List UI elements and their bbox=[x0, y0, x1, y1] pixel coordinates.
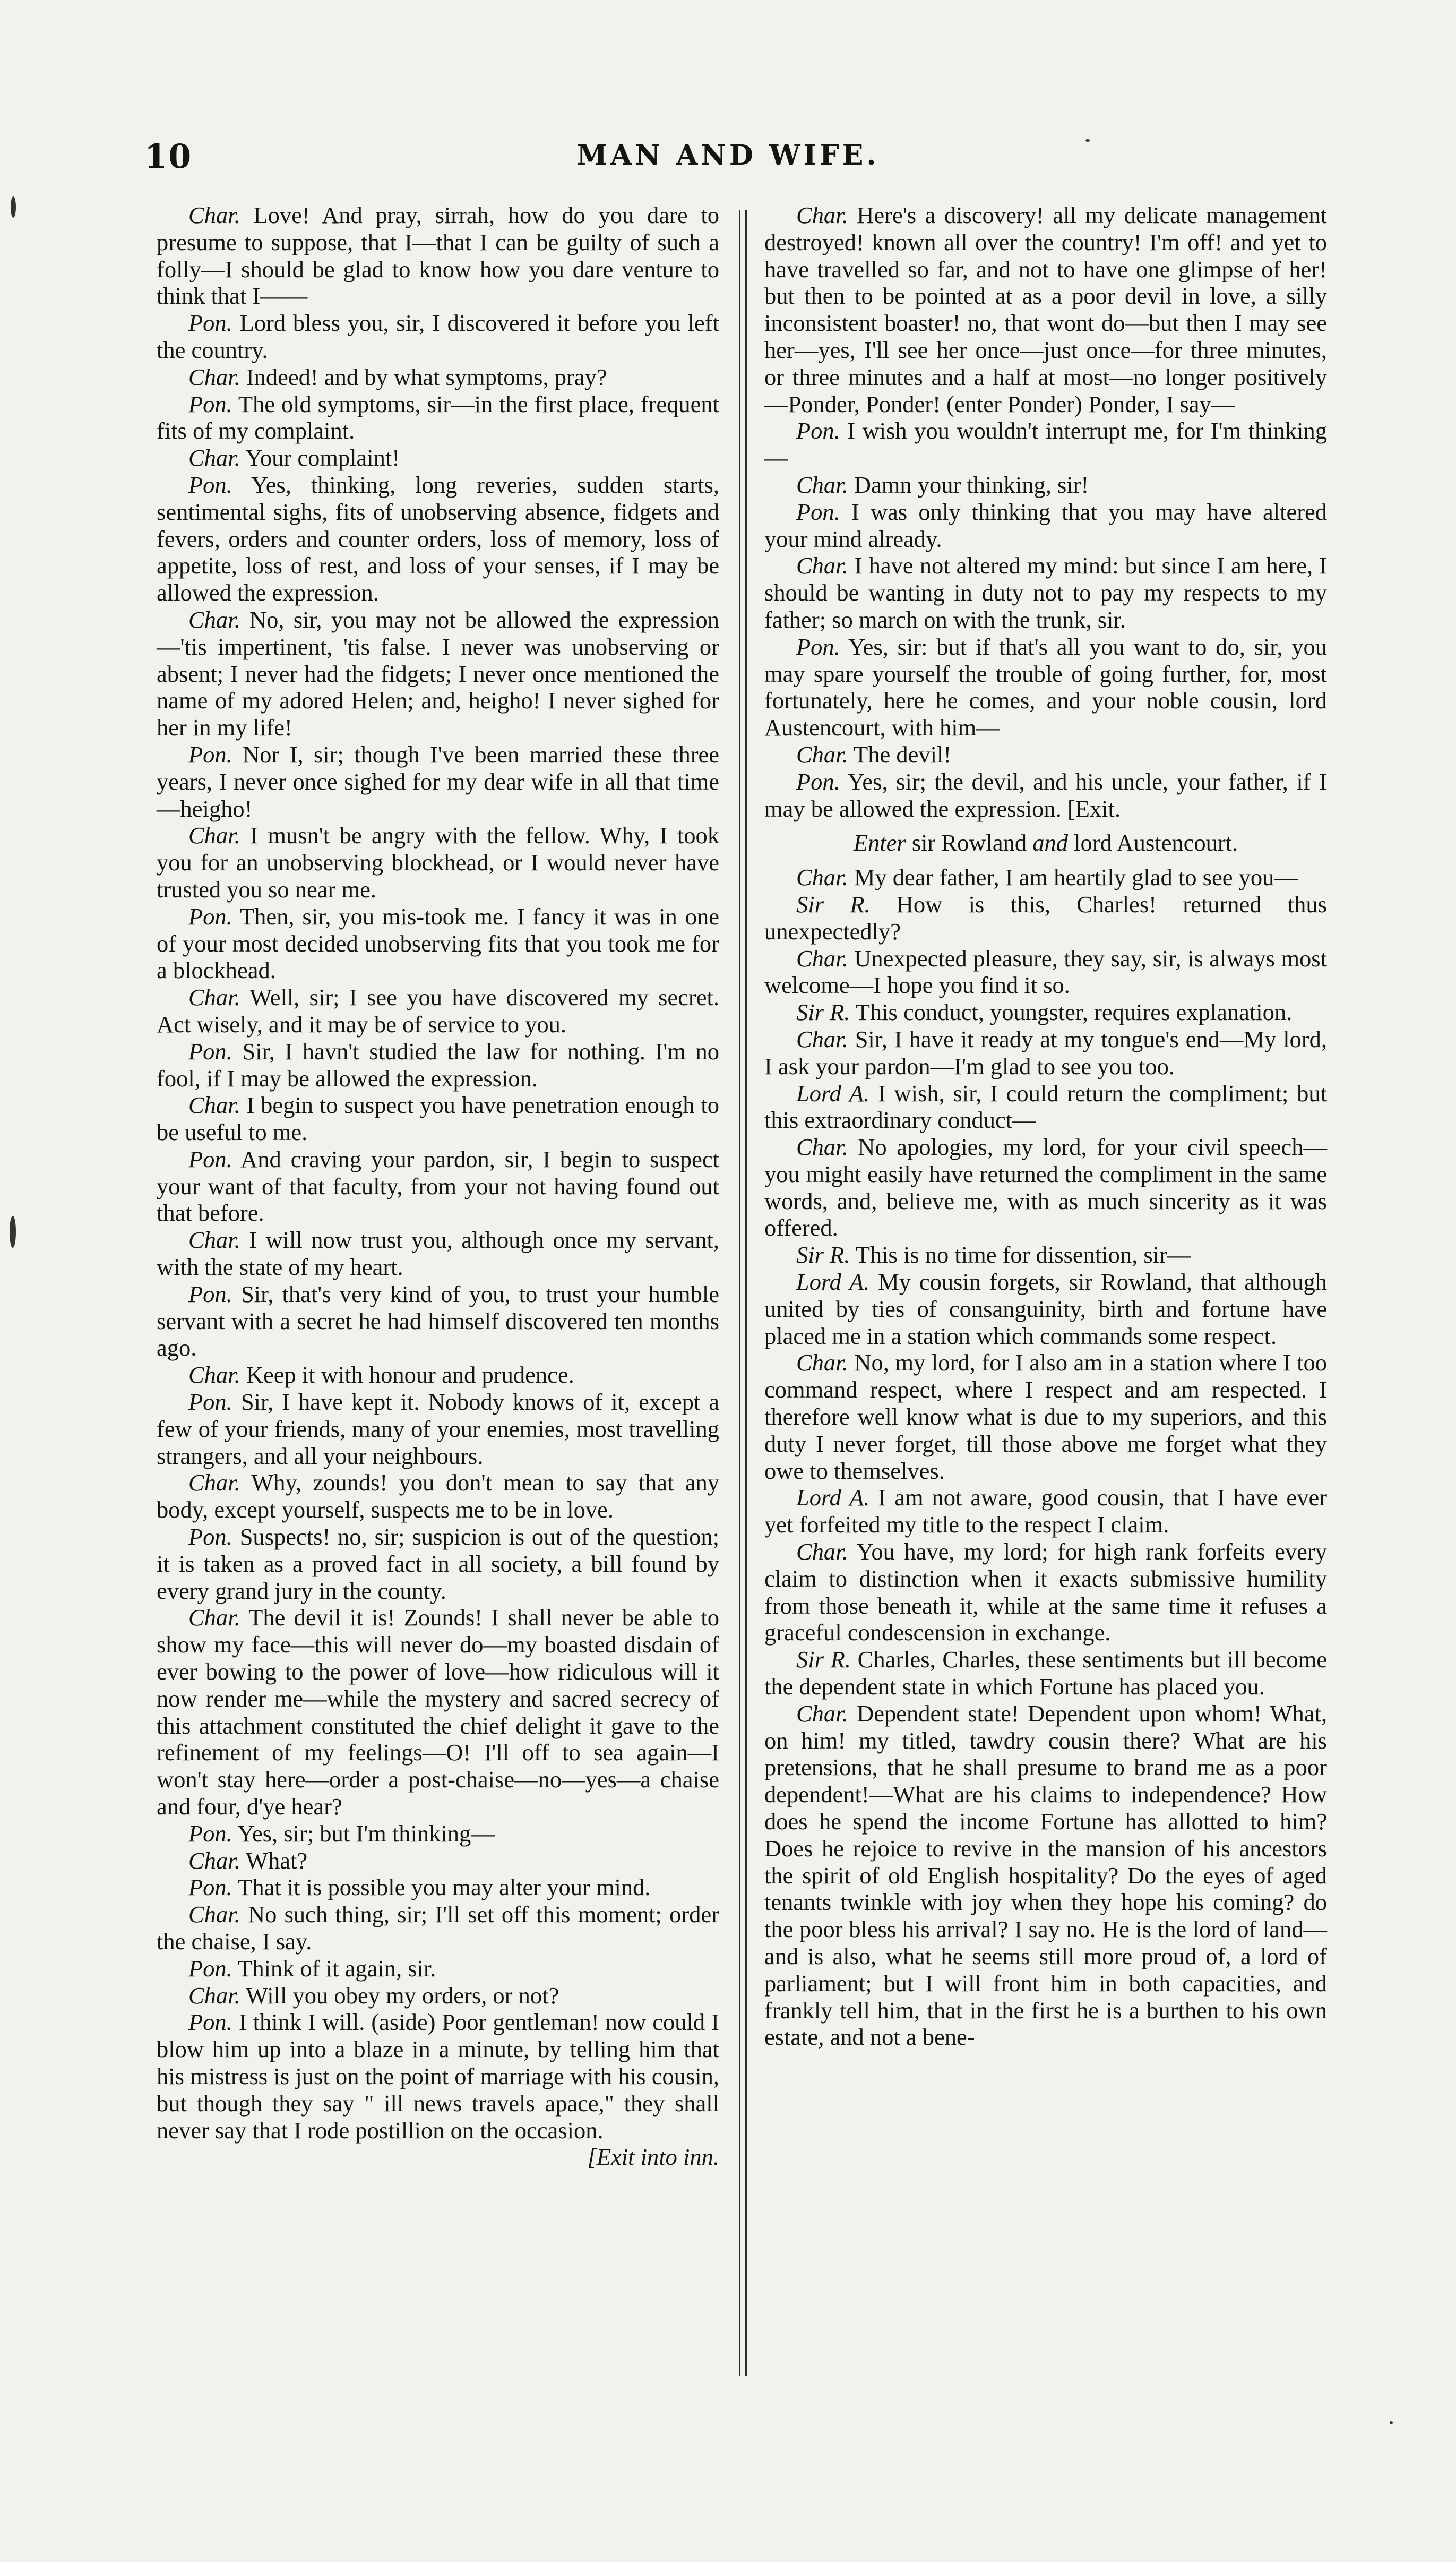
speaker-name: Char. bbox=[188, 1227, 240, 1254]
speech bbox=[157, 2009, 719, 2144]
speaker-name: Char. bbox=[796, 1349, 848, 1376]
speech-text: Nor I, sir; though I've been married these three years, I never once sighed for my dear wife in all that time—heigho! bbox=[157, 741, 720, 822]
speaker-name: Char. bbox=[796, 1134, 848, 1161]
speaker-name: Pon. bbox=[188, 1145, 232, 1172]
speaker-name: Char. bbox=[188, 202, 240, 228]
entrance-and: and bbox=[1032, 829, 1069, 856]
speaker-name: Pon. bbox=[188, 2009, 232, 2036]
speech bbox=[764, 741, 1327, 768]
speech-text: You have, my lord; for high rank forfeits every claim to distinction when it exacts submissive humility from those beneath it, while at the same time it refuses a graceful condescension in exchange. bbox=[764, 1538, 1327, 1646]
speech-text: No, my lord, for I also am in a station where I too command respect, where I respect and am respected. I therefore well know what is due to my superiors, and this duty I never forget, till those above me forget what they owe to themselves. bbox=[764, 1349, 1328, 1484]
speech-text: How is this, Charles! returned thus unexpectedly? bbox=[764, 890, 1327, 945]
speech-text: This conduct, youngster, requires explanation. bbox=[855, 999, 1293, 1026]
speech bbox=[157, 741, 719, 822]
running-head: MAN AND WIFE. bbox=[576, 139, 880, 172]
speech bbox=[157, 1982, 719, 2009]
speech bbox=[764, 633, 1327, 741]
speaker-name: Sir R. bbox=[796, 1241, 850, 1269]
speech-text: No apologies, my lord, for your civil speech—you might easily have returned the compliment in the same words, and, believe me, with as much sincerity as it was offered. bbox=[764, 1134, 1327, 1241]
speech-text: The devil! bbox=[854, 741, 952, 768]
speaker-name: Char. bbox=[188, 444, 240, 472]
speaker-name: Char. bbox=[188, 822, 240, 849]
speech bbox=[157, 1901, 719, 1955]
speech-text: Sir, I have it ready at my tongue's end—My lord, I ask your pardon—I'm glad to see you too. bbox=[764, 1025, 1327, 1079]
speech bbox=[157, 202, 719, 310]
speech-text: Think of it again, sir. bbox=[238, 1955, 436, 1982]
speech-text: Unexpected pleasure, they say, sir, is always most welcome—I hope you find it so. bbox=[764, 945, 1327, 999]
speaker-name: Char. bbox=[188, 1469, 240, 1496]
speech bbox=[764, 1484, 1327, 1538]
speech-text: That it is possible you may alter your mind. bbox=[238, 1874, 651, 1901]
speech bbox=[764, 1134, 1327, 1241]
speaker-name: Pon. bbox=[188, 741, 232, 768]
speaker-name: Char. bbox=[796, 202, 848, 228]
page-number: 10 bbox=[144, 137, 193, 176]
speech bbox=[157, 1820, 719, 1847]
speech bbox=[157, 364, 719, 391]
speech-text: Will you obey my orders, or not? bbox=[246, 1982, 559, 2009]
speaker-name: Pon. bbox=[188, 390, 232, 417]
speaker-name: Pon. bbox=[188, 903, 232, 930]
speaker-name: Pon. bbox=[188, 1820, 232, 1847]
speech bbox=[157, 1955, 719, 1982]
speaker-name: Char. bbox=[796, 864, 848, 891]
speech bbox=[157, 310, 719, 364]
speech bbox=[157, 1874, 719, 1901]
ink-speck bbox=[10, 1216, 16, 1248]
speech-text: My dear father, I am heartily glad to see you— bbox=[854, 864, 1298, 891]
speech bbox=[157, 606, 719, 741]
speech bbox=[764, 1241, 1327, 1269]
speaker-name: Pon. bbox=[188, 1874, 232, 1901]
speaker-name: Char. bbox=[188, 1092, 240, 1119]
speech-text: I begin to suspect you have penetration enough to be useful to me. bbox=[157, 1092, 719, 1146]
speaker-name: Sir R. bbox=[796, 890, 871, 918]
speech bbox=[157, 1038, 719, 1092]
speaker-name: Char. bbox=[188, 606, 240, 633]
ink-speck bbox=[11, 196, 16, 218]
right-column-after bbox=[764, 864, 1327, 2051]
speech bbox=[157, 984, 719, 1038]
speech-text: Well, sir; I see you have discovered my secret. Act wisely, and it may be of service to you. bbox=[157, 984, 719, 1038]
speaker-name: Pon. bbox=[796, 768, 840, 795]
speech-text: I musn't be angry with the fellow. Why, I took you for an unobserving blockhead, or I would never have trusted you so near me. bbox=[157, 822, 720, 903]
speech bbox=[157, 1227, 719, 1281]
speaker-name: Pon. bbox=[188, 471, 232, 498]
speech-text: The devil it is! Zounds! I shall never be able to show my face—this will never do—my boasted disdain of ever bowing to the power of love—how ridiculous will it now render me—while the mystery and sacred secrecy of this attachment constituted the chief delight it gave to the refinement of my feelings—O! I'll off to sea again—I won't stay here—order a post-chaise—no—yes—a chaise and four, d'ye hear? bbox=[157, 1604, 719, 1820]
speaker-name: Pon. bbox=[188, 1389, 232, 1416]
speaker-name: Sir R. bbox=[796, 999, 850, 1026]
speech-text: I have not altered my mind: but since I am here, I should be wanting in duty not to pay my respects to my father; so march on with the trunk, sir. bbox=[764, 552, 1328, 633]
speaker-name: Char. bbox=[796, 1700, 848, 1727]
speech bbox=[157, 1604, 719, 1820]
ink-speck bbox=[1390, 2421, 1393, 2424]
speech-text: Sir, I havn't studied the law for nothing. I'm no fool, if I may be allowed the expression. bbox=[157, 1038, 720, 1092]
speech-text: Yes, sir; but I'm thinking— bbox=[237, 1820, 495, 1847]
speaker-name: Char. bbox=[796, 1538, 848, 1565]
speech-text: Then, sir, you mis-took me. I fancy it was in one of your most decided unobserving fits that you took me for a blockhead. bbox=[157, 903, 719, 984]
speech bbox=[764, 945, 1327, 999]
speech-text: Indeed! and by what symptoms, pray? bbox=[246, 363, 607, 390]
speaker-name: Lord A. bbox=[796, 1079, 870, 1107]
speaker-name: Char. bbox=[188, 1361, 240, 1389]
speech-text: I wish, sir, I could return the compliment; but this extraordinary conduct— bbox=[764, 1079, 1328, 1134]
speech bbox=[157, 1469, 719, 1523]
speech bbox=[764, 417, 1327, 472]
speech-text: I will now trust you, although once my servant, with the state of my heart. bbox=[157, 1227, 719, 1281]
speech bbox=[157, 1281, 719, 1361]
speech bbox=[157, 1092, 719, 1146]
speaker-name: Pon. bbox=[188, 1280, 232, 1307]
speech-text: Your complaint! bbox=[245, 444, 400, 472]
speaker-name: Lord A. bbox=[796, 1269, 870, 1296]
speech-text: Yes, sir: but if that's all you want to do, sir, you may spare yourself the trouble of going further, for, most fortunately, here he comes, and your noble cousin, lord Austencourt, with him— bbox=[764, 633, 1327, 741]
entrance-enter: Enter bbox=[853, 829, 906, 856]
speech-text: Lord bless you, sir, I discovered it before you left the country. bbox=[157, 310, 719, 363]
speaker-name: Char. bbox=[796, 552, 848, 579]
speech bbox=[764, 999, 1327, 1026]
speech-text: Dependent state! Dependent upon whom! What, on him! my titled, tawdry cousin there? What are his pretensions, that he shall presume to brand me as a poor dependent!—What are his claims to independence? How does he spend the income Fortune has allotted to him? Does he rejoice to revive in the mansion of his ancestors the spirit of old English hospitality? Do the eyes of aged tenants twinkle with joy when they hope his coming? do the poor bless his arrival? I say no. He is the lord of land—and is also, what he seems still more proud of, a lord of parliament; but I will front him in both capacities, and frankly tell him, that in the first he is a burthen to his own estate, and not a bene- bbox=[764, 1700, 1327, 2051]
speech-text: The old symptoms, sir—in the first place, frequent fits of my complaint. bbox=[157, 390, 719, 444]
right-column bbox=[764, 202, 1327, 2051]
speech bbox=[764, 499, 1327, 553]
speech bbox=[157, 472, 719, 606]
speech bbox=[764, 1538, 1327, 1646]
speaker-name: Pon. bbox=[188, 1955, 232, 1982]
speaker-name: Char. bbox=[188, 984, 240, 1011]
speech bbox=[157, 1523, 719, 1604]
speaker-name: Char. bbox=[188, 1847, 240, 1874]
stage-direction-exit: [Exit into inn. bbox=[587, 2144, 719, 2171]
speaker-name: Char. bbox=[188, 363, 240, 390]
speaker-name: Pon. bbox=[188, 1038, 232, 1065]
speech bbox=[764, 1080, 1327, 1134]
speech-text: Yes, sir; the devil, and his uncle, your father, if I may be allowed the expression. [Exit. bbox=[764, 768, 1327, 822]
speaker-name: Char. bbox=[188, 1604, 240, 1631]
speaker-name: Pon. bbox=[796, 417, 840, 444]
speaker-name: Char. bbox=[188, 1982, 240, 2009]
entrance-first: sir Rowland bbox=[911, 829, 1027, 856]
speaker-name: Lord A. bbox=[796, 1484, 870, 1511]
speech-text: Yes, thinking, long reveries, sudden starts, sentimental sighs, fits of unobserving absence, fidgets and fevers, orders and counter orders, loss of memory, loss of appetite, loss of rest, and loss of your senses, if I may be allowed the expression. bbox=[157, 471, 719, 606]
speech bbox=[157, 1847, 719, 1874]
speech bbox=[764, 1269, 1327, 1349]
entrance-second: lord Austencourt. bbox=[1074, 829, 1238, 856]
speech-text: My cousin forgets, sir Rowland, that although united by ties of consanguinity, birth and fortune have placed me in a station which commands some respect. bbox=[764, 1269, 1328, 1349]
speech-text: I think I will. (aside) Poor gentleman! now could I blow him up into a blaze in a minute, by telling him that his mistress is just on the point of marriage with his cousin, but though they say " ill news travels apace," they shall never say that I rode postillion on the occasion. bbox=[157, 2009, 720, 2144]
stage-direction-entrance bbox=[764, 829, 1327, 856]
column-rule bbox=[739, 210, 740, 2376]
speech-text: I am not aware, good cousin, that I have ever yet forfeited my title to the respect I claim. bbox=[764, 1484, 1328, 1538]
speech bbox=[764, 552, 1327, 633]
speaker-name: Char. bbox=[188, 1901, 240, 1928]
speech bbox=[157, 1389, 719, 1469]
speech-text: No, sir, you may not be allowed the expression—'tis impertinent, 'tis false. I never was unobserving or absent; I never had the fidgets; I never once mentioned the name of my adored Helen; and, heigho! I never sighed for her in my life! bbox=[157, 606, 720, 741]
speaker-name: Pon. bbox=[188, 1523, 232, 1550]
speech-text: Keep it with honour and prudence. bbox=[246, 1361, 574, 1389]
speaker-name: Char. bbox=[796, 1025, 848, 1052]
left-column bbox=[157, 202, 719, 2171]
speech-text: Sir, I have kept it. Nobody knows of it, except a few of your friends, many of your enemies, most travelling strangers, and all your neighbours. bbox=[157, 1389, 719, 1469]
speaker-name: Char. bbox=[796, 741, 848, 768]
speech-text: I wish you wouldn't interrupt me, for I'm thinking— bbox=[764, 417, 1328, 472]
speech bbox=[764, 768, 1327, 822]
speech bbox=[157, 1361, 719, 1389]
speech bbox=[157, 391, 719, 445]
speech-text: Damn your thinking, sir! bbox=[854, 471, 1089, 498]
speech bbox=[764, 1646, 1327, 1700]
speech bbox=[764, 202, 1327, 417]
speech bbox=[764, 891, 1327, 945]
speaker-name: Pon. bbox=[188, 310, 232, 337]
speech-text: Sir, that's very kind of you, to trust your humble servant with a secret he had himself discovered ten months ago. bbox=[157, 1280, 719, 1361]
speech bbox=[764, 472, 1327, 499]
speaker-name: Sir R. bbox=[796, 1646, 851, 1673]
speech bbox=[157, 822, 719, 903]
speech-text: This is no time for dissention, sir— bbox=[855, 1241, 1191, 1269]
speech-text: Charles, Charles, these sentiments but ill become the dependent state in which Fortune has placed you. bbox=[764, 1646, 1328, 1700]
speech bbox=[157, 444, 719, 472]
speech bbox=[157, 903, 719, 984]
speaker-name: Pon. bbox=[796, 498, 840, 525]
speech-text: I was only thinking that you may have altered your mind already. bbox=[764, 498, 1328, 552]
speech bbox=[764, 864, 1327, 891]
speech-text: And craving your pardon, sir, I begin to suspect your want of that faculty, from your not having found out that before. bbox=[157, 1145, 719, 1227]
speech bbox=[157, 1146, 719, 1227]
speech bbox=[764, 1026, 1327, 1080]
speaker-name: Pon. bbox=[796, 633, 840, 660]
column-rule bbox=[745, 210, 747, 2376]
speech bbox=[764, 1349, 1327, 1484]
speaker-name: Char. bbox=[796, 471, 848, 498]
speech-text: Love! And pray, sirrah, how do you dare to presume to suppose, that I—that I can be guilty of such a folly—I should be glad to know how you dare venture to think that I—— bbox=[157, 202, 719, 310]
speech-text: No such thing, sir; I'll set off this moment; order the chaise, I say. bbox=[157, 1901, 720, 1955]
ink-speck bbox=[1085, 139, 1090, 142]
speech bbox=[764, 1700, 1327, 2051]
speech-text: Why, zounds! you don't mean to say that any body, except yourself, suspects me to be in love. bbox=[157, 1469, 719, 1523]
speech-text: What? bbox=[246, 1847, 308, 1874]
right-column-before bbox=[764, 202, 1327, 822]
speech-text: Suspects! no, sir; suspicion is out of the question; it is taken as a proved fact in all society, a bill found by every grand jury in the county. bbox=[157, 1523, 719, 1604]
speech-text: Here's a discovery! all my delicate management destroyed! known all over the country! I'm off! and yet to have travelled so far, and not to have one glimpse of her! but then to be pointed at as a poor devil in love, a silly inconsistent boaster! no, that wont do—but then I may see her—yes, I'll see her once—just once—for three minutes, or three minutes and a half at most—no longer positively—Ponder, Ponder! (enter Ponder) Ponder, I say— bbox=[764, 202, 1327, 417]
speaker-name: Char. bbox=[796, 945, 848, 972]
